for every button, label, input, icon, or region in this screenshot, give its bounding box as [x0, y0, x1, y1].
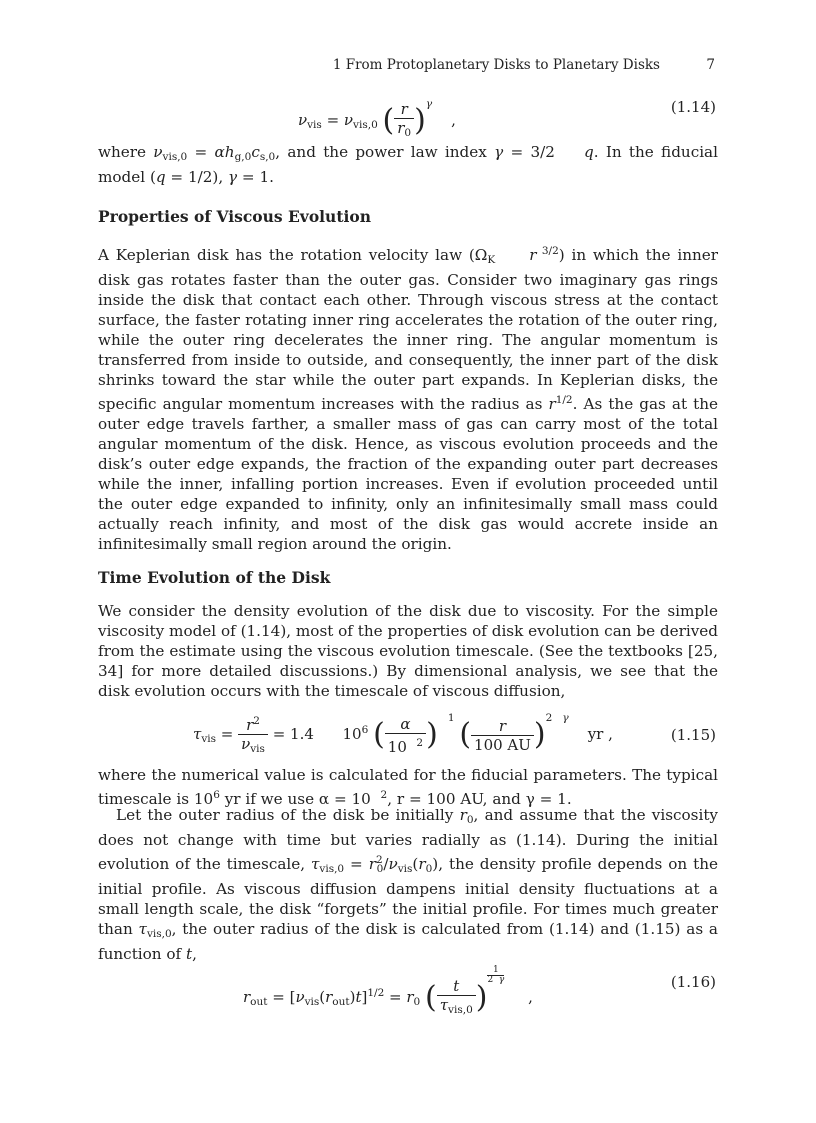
equation-number: (1.14): [670, 98, 716, 116]
eq115-value: = 1.4: [272, 725, 314, 743]
text-lead: A Keplerian disk has the rotation velocity law (Ω: [98, 246, 488, 264]
section-heading-viscous: Properties of Viscous Evolution: [98, 207, 371, 226]
running-title: 1 From Protoplanetary Disks to Planetary Disks: [332, 57, 660, 73]
paragraph-typical-timescale: where the numerical value is calculated for the fiducial parameters. The typical timescale is $10^6$ yr if we use α = 10 $^2$, r = 100 AU, and γ = 1.: [98, 766, 718, 808]
paragraph-viscous-evolution: A Keplerian disk has the rotation velocity law ($\Omega_K$ r $^{3/2}$) in which the inner disk gas rotates faster than the outer gas. Consider two imaginary gas rings inside the disk that contact each other. Through viscous stress at the contact surface, the faster rotating inner ring accelerates the rotation of the outer ring, while the outer ring decelerates the inner ring. The angular momentum is transferred from inside to outside, and consequently, the inner part of the disk shrinks toward the star while the outer part expands. In Keplerian disks, the specific angular momentum increases with the radius as $r^{1/2}$. As the gas at the outer edge travels farther, a smaller mass of gas can carry most of the total angular momentum of the disk. Hence, as viscous evolution proceeds and the disk’s outer edge expands, the fraction of the expanding outer part decreases while the inner, infalling portion increases. Even if evolution proceeded until the outer edge expanded to infinity, only an infinitesimally small mass could actually reach infinity, and most of the disk gas would accrete inside an infinitesimally small region around the origin.: [98, 245, 719, 553]
section-heading-time-evolution: Time Evolution of the Disk: [98, 568, 331, 587]
text-b: yr if we use α = 10: [224, 790, 371, 808]
paragraph-fiducial: where $\nu_{vis,0} = \alpha h_{g,0}c_{s,0}$, and the power law index γ = 3/2 q. In the fiducial model (q = 1/2), γ = 1.: [98, 143, 718, 186]
equation-1-14: $\nu_{vis} = \nu_{vis,0}$ ( $\frac{r}{r_0}$ )$^\gamma$ , (1.14): [298, 98, 716, 139]
equation-1-16: $r_{out} = [\nu_{vis}(r_{out})t]^{1/2} = r_0$ ( $\frac{t}{\tau_{vis,0}}$ ) $^{\frac{1}{2 \gamma}}$ , (1.16): [243, 965, 716, 1016]
text-c: , r = 100 AU, and γ = 1.: [387, 790, 572, 808]
page-number: 7: [706, 57, 715, 73]
equation-1-15: $\tau_{vis}$ = $\frac{r^2}{\nu_{vis}}$ = 1.4 $10^6$ ( $\frac{\alpha}{10 ^2}$ ) $^1$ ( $\frac{r}{100 AU}$ )$^{2 \gamma}$ yr , (1.15): [193, 712, 716, 756]
paragraph-time-evolution: We consider the density evolution of the disk due to viscosity. For the simple viscosity model of (1.14), most of the properties of disk evolution can be derived from the estimate using the viscous evolution timescale. (See the textbooks [25, 34] for more detailed discussions.) By dimensional analysis, we see that the disk evolution occurs with the timescale of viscous diffusion,: [98, 602, 719, 700]
equation-number: (1.16): [670, 973, 716, 991]
equation-number: (1.15): [670, 726, 716, 744]
text-tail: gas at the outer edge travels farther, a smaller mass of gas can carry most of the total angular momentum of the disk. Hence, as viscous evolution proceeds and the disk’s outer edge expands, the fraction of the expanding outer part decreases while the inner, infalling portion increases. Even if evolution proceeded until the outer edge expanded to infinity, only an infinitesimally small mass could actually reach infinity, and most of the disk gas would accrete inside an infinitesimally small region around the origin.: [98, 395, 719, 553]
text-a: where the numerical value is calculated for the fiducial parameters. The typical timescale is 10: [98, 766, 718, 808]
running-header: [98, 57, 718, 75]
paragraph-outer-radius: Let the outer radius of the disk be initially $r_0$, and assume that the viscosity does not change with time but varies radially as (1.14). During the initial evolution of the timescale, $\tau_{vis,0} = r^2_0/\nu_{vis}(r_0)$, the density profile depends on the initial profile. As viscous diffusion dampens initial density fluctuations at a small length scale, the disk “forgets” the initial profile. For times much greater than $\tau_{vis,0}$, the outer radius of the disk is calculated from (1.14) and (1.15) as a function of t,: [98, 806, 718, 963]
text-body: inner disk gas rotates faster than the outer gas. Consider two imaginary gas rings inside the disk that contact each other. Through viscous stress at the contact surface, the faster rotating inner ring accelerates the rotation of the outer ring, while the outer ring decelerates the inner ring. The angular momentum is transferred from inside to outside, and consequently, the inner part of the disk shrinks toward the star while the outer part expands. In Keplerian disks, the specific angular momentum increases with the radius as: [98, 246, 719, 413]
eq115-unit: yr ,: [587, 725, 613, 743]
